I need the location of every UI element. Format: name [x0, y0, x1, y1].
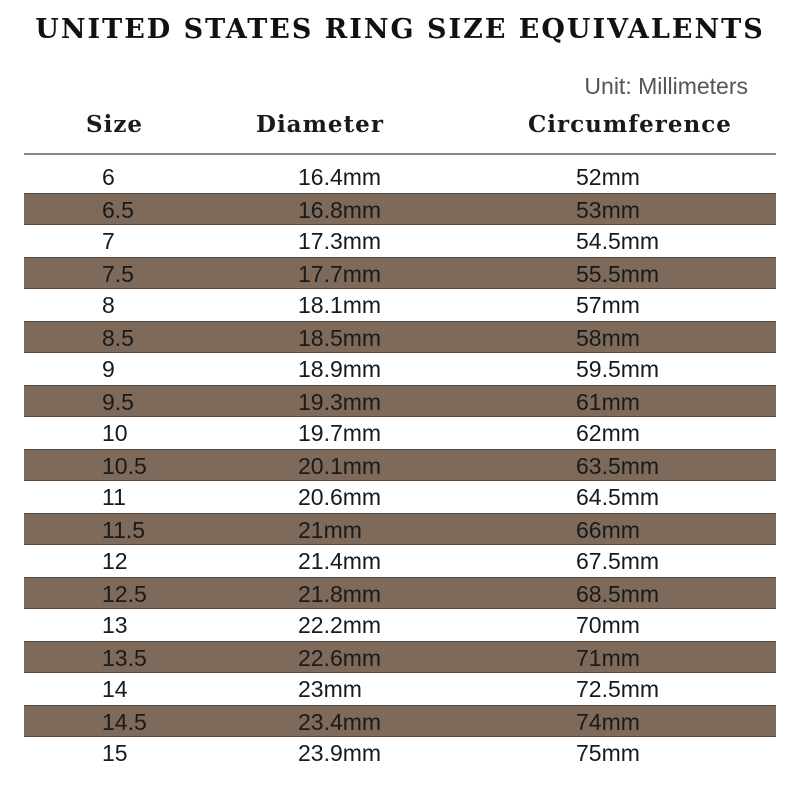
diameter-cell: 17.7mm — [298, 261, 382, 287]
diameter-cell: 16.4mm — [298, 164, 382, 190]
table-row — [24, 257, 776, 289]
diameter-cell: 22.2mm — [298, 612, 382, 638]
table-row — [24, 673, 776, 705]
size-cell: 7 — [102, 228, 115, 254]
table-row — [24, 577, 776, 609]
circumference-cell: 70mm — [576, 612, 640, 638]
circumference-cell: 55.5mm — [576, 261, 660, 287]
table-row — [24, 161, 776, 193]
diameter-cell: 22.6mm — [298, 645, 382, 671]
unit-note: Unit: Millimeters — [584, 73, 748, 99]
column-header-diameter: Diameter — [256, 111, 384, 138]
size-cell: 6.5 — [102, 197, 134, 223]
table-row — [24, 609, 776, 641]
circumference-cell: 53mm — [576, 197, 640, 223]
diameter-cell: 19.7mm — [298, 420, 382, 446]
table-row — [24, 193, 776, 225]
circumference-cell: 52mm — [576, 164, 640, 190]
size-cell: 10 — [102, 420, 128, 446]
circumference-cell: 57mm — [576, 292, 640, 318]
table-row — [24, 225, 776, 257]
table-row — [24, 513, 776, 545]
diameter-cell: 21mm — [298, 517, 362, 543]
table-row — [24, 449, 776, 481]
size-cell: 8 — [102, 292, 115, 318]
circumference-cell: 64.5mm — [576, 484, 660, 510]
size-cell: 9 — [102, 356, 115, 382]
table-row — [24, 289, 776, 321]
size-cell: 10.5 — [102, 453, 147, 479]
diameter-cell: 23.4mm — [298, 709, 382, 735]
size-cell: 9.5 — [102, 389, 134, 415]
table-row — [24, 353, 776, 385]
ring-size-table — [24, 161, 776, 769]
size-cell: 11 — [102, 484, 126, 510]
diameter-cell: 20.1mm — [298, 453, 382, 479]
diameter-cell: 21.8mm — [298, 581, 382, 607]
circumference-cell: 62mm — [576, 420, 640, 446]
table-row — [24, 385, 776, 417]
diameter-cell: 17.3mm — [298, 228, 382, 254]
circumference-cell: 66mm — [576, 517, 640, 543]
size-cell: 8.5 — [102, 325, 134, 351]
size-cell: 11.5 — [102, 517, 146, 543]
table-row — [24, 737, 776, 769]
size-cell: 7.5 — [102, 261, 134, 287]
column-header-size: Size — [86, 111, 144, 138]
column-header-circumference: Circumference — [528, 111, 732, 138]
circumference-cell: 59.5mm — [576, 356, 660, 382]
page-title: UNITED STATES RING SIZE EQUIVALENTS — [35, 14, 765, 45]
circumference-cell: 63.5mm — [576, 453, 660, 479]
circumference-cell: 72.5mm — [576, 676, 660, 702]
size-cell: 13.5 — [102, 645, 147, 671]
diameter-cell: 21.4mm — [298, 548, 382, 574]
circumference-cell: 61mm — [576, 389, 640, 415]
circumference-cell: 54.5mm — [576, 228, 660, 254]
table-row — [24, 705, 776, 737]
diameter-cell: 18.5mm — [298, 325, 382, 351]
circumference-cell: 58mm — [576, 325, 640, 351]
diameter-cell: 18.9mm — [298, 356, 382, 382]
diameter-cell: 19.3mm — [298, 389, 382, 415]
table-row — [24, 321, 776, 353]
size-cell: 12 — [102, 548, 128, 574]
size-cell: 13 — [102, 612, 128, 638]
header-divider — [24, 153, 776, 155]
diameter-cell: 23.9mm — [298, 740, 382, 766]
table-row — [24, 417, 776, 449]
table-row — [24, 545, 776, 577]
size-cell: 14.5 — [102, 709, 147, 735]
circumference-cell: 67.5mm — [576, 548, 660, 574]
size-cell: 15 — [102, 740, 128, 766]
size-cell: 6 — [102, 164, 115, 190]
diameter-cell: 23mm — [298, 676, 362, 702]
size-cell: 12.5 — [102, 581, 147, 607]
diameter-cell: 16.8mm — [298, 197, 382, 223]
circumference-cell: 75mm — [576, 740, 640, 766]
table-row — [24, 641, 776, 673]
diameter-cell: 18.1mm — [298, 292, 382, 318]
circumference-cell: 74mm — [576, 709, 640, 735]
circumference-cell: 71mm — [576, 645, 640, 671]
table-row — [24, 481, 776, 513]
circumference-cell: 68.5mm — [576, 581, 660, 607]
size-cell: 14 — [102, 676, 128, 702]
diameter-cell: 20.6mm — [298, 484, 382, 510]
